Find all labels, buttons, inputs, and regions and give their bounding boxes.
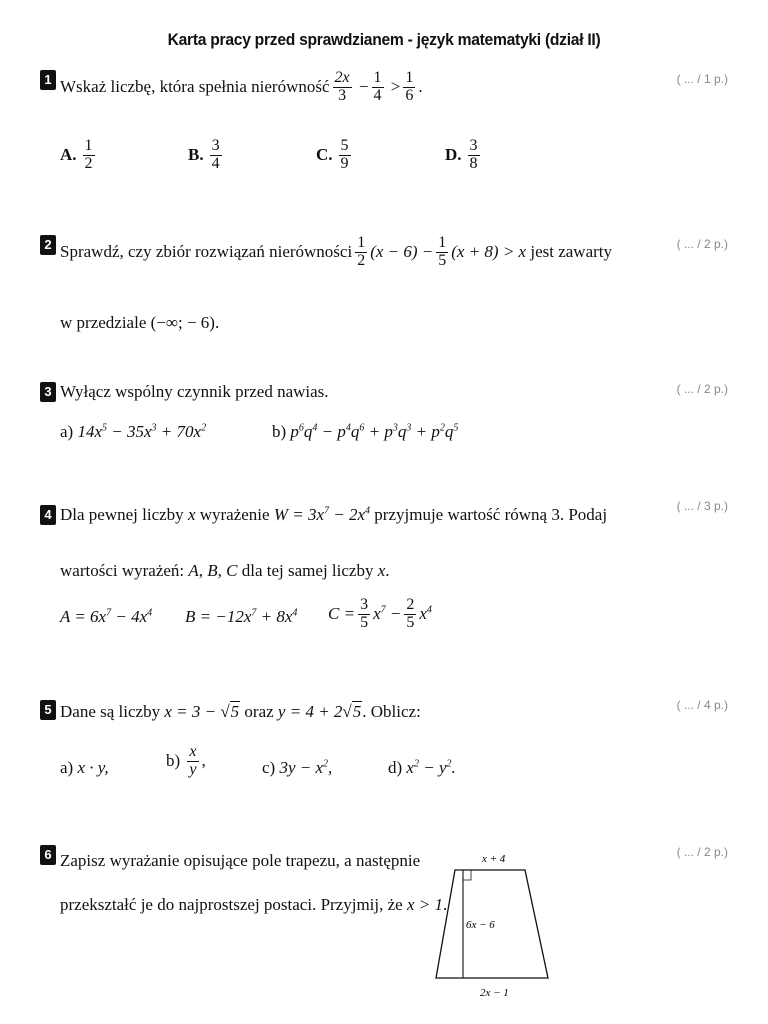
task-6-line-2: przekształć je do najprostszej postaci. Przyjmij, że x > 1 .: [60, 895, 448, 914]
option-c[interactable]: C. $\frac{5}{9}$: [316, 137, 349, 172]
expression-c: C = $\frac{3}{5}$ $x^7$ − $\frac{2}{5}$ $x^4$: [328, 596, 432, 631]
option-d[interactable]: D. $\frac{3}{8}$: [445, 137, 478, 172]
option-a[interactable]: A. $\frac{1}{2}$: [60, 137, 93, 172]
label-height: 6x − 6: [466, 919, 495, 931]
task-number: 4: [40, 505, 56, 525]
task-5-part-c: c) $3y - x^2$,: [262, 758, 333, 777]
task-5-question: Dane są liczby x = 3 − √5 oraz y = 4 + 2√5 . Oblicz:: [60, 702, 421, 721]
task-3-question: Wyłącz wspólny czynnik przed nawias.: [60, 382, 329, 401]
task-5-part-d: d) $x^2 - y^2$.: [388, 758, 456, 777]
task-number: 2: [40, 235, 56, 255]
points-label: ( ... / 2 p.): [676, 845, 728, 859]
label-bottom: 2x − 1: [480, 987, 509, 999]
task-4-question: Dla pewnej liczby x wyrażenie $W = 3x^7 - 2x^4$ przyjmuje wartość równą 3. Podaj: [60, 505, 608, 524]
task-number: 6: [40, 845, 56, 865]
task-2-question: Sprawdź, czy zbiór rozwiązań nierówności $\frac{1}{2}$ (x − 6) − $\frac{1}{5}$ (x + 8) > x jest zawarty: [60, 234, 613, 269]
task-4-line-2: wartości wyrażeń: A , B , C dla tej samej liczby x .: [60, 561, 390, 580]
task-number: 3: [40, 382, 56, 402]
task-5-part-a: a) x · y,: [60, 758, 109, 777]
trapezoid-figure: [430, 848, 560, 1008]
task-3-part-b: b) $p^6q^4 - p^4q^6 + p^3q^3 + p^2q^5$: [272, 422, 459, 441]
right-angle-mark: [463, 870, 471, 880]
task-2-interval: w przedziale (−∞; − 6).: [60, 313, 220, 332]
points-label: ( ... / 2 p.): [676, 237, 728, 251]
points-label: ( ... / 1 p.): [676, 72, 728, 86]
task-5-part-b: b) $\frac{x}{y}$ ,: [166, 743, 206, 778]
task-1-question: Wskaż liczbę, która spełnia nierówność $\frac{2x}{3}$ − $\frac{1}{4}$ > $\frac{1}{6}$ .: [60, 69, 423, 104]
expression-a: $A = 6x^7 - 4x^4$: [60, 607, 153, 626]
points-label: ( ... / 3 p.): [676, 499, 728, 513]
expression-b: $B = -12x^7 + 8x^4$: [185, 607, 298, 626]
task-number: 5: [40, 700, 56, 720]
task-6-question: Zapisz wyrażanie opisujące pole trapezu, a następnie: [60, 851, 421, 870]
points-label: ( ... / 2 p.): [676, 382, 728, 396]
task-number: 1: [40, 70, 56, 90]
task-3-part-a: a) $14x^5 - 35x^3 + 70x^2$: [60, 422, 207, 441]
points-label: ( ... / 4 p.): [676, 698, 728, 712]
label-top: x + 4: [482, 853, 506, 865]
option-b[interactable]: B. $\frac{3}{4}$: [188, 137, 220, 172]
page-title: Karta pracy przed sprawdzianem - język matematyki (dział II): [167, 30, 601, 49]
